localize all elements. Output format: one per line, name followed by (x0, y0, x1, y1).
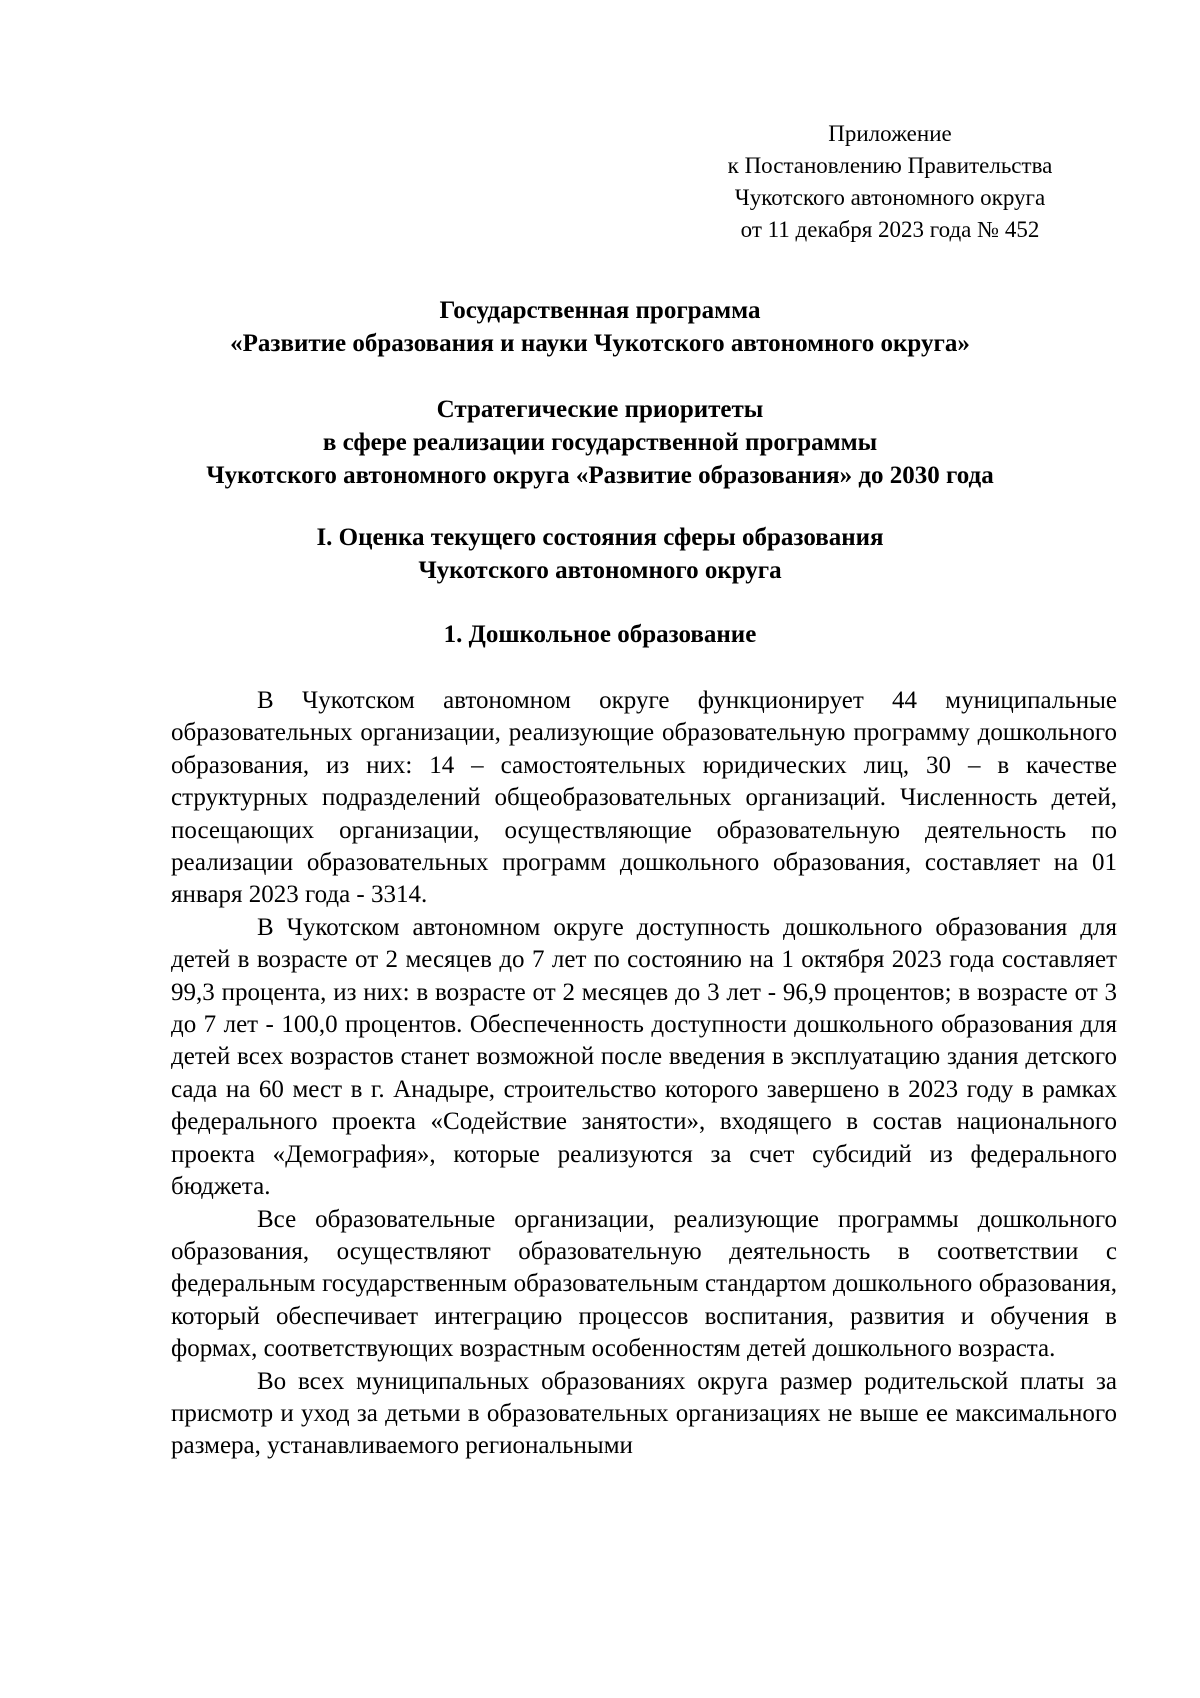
section-title (120, 521, 1080, 587)
appendix-block (690, 118, 1090, 246)
priorities-title-line: Чукотского автономного округа «Развитие образования» до 2030 года (206, 462, 994, 489)
appendix-line: от 11 декабря 2023 года № 452 (740, 217, 1040, 242)
priorities-title (120, 393, 1080, 492)
program-title-line: «Развитие образования и науки Чукотского автономного округа» (230, 330, 970, 357)
appendix-line: к Постановлению Правительства (727, 153, 1053, 178)
subsection-title (120, 618, 1080, 651)
paragraph: В Чукотском автономном округе доступность дошкольного образования для детей в возрасте от 2 месяцев до 7 лет по состоянию на 1 октября 2023 года составляет 99,3 процента, из них: в возрасте от 2 месяцев до 3 лет - 96,9 процентов; в возрасте от 3 до 7 лет - 100,0 процентов. Обеспеченность доступности дошкольного образования для детей всех возрастов станет возможной после введения в эксплуатацию здания детского сада на 60 мест в г. Анадыре, строительство которого завершено в 2023 году в рамках федерального проекта «Содействие занятости», входящего в состав национального проекта «Демография», которые реализуются за счет субсидий из федерального бюджета. (171, 913, 1117, 1201)
paragraph: В Чукотском автономном округе функционирует 44 муниципальные образовательных организации, реализующие образовательную программу дошкольного образования, из них: 14 – самостоятельных юридических лиц, 30 – в качестве структурных подразделений общеобразовательных организаций. Численность детей, посещающих организации, осуществляющие образовательную деятельность по реализации образовательных программ дошкольного образования, составляет на 01 января 2023 года - 3314. (171, 687, 1117, 909)
body-text (171, 685, 1117, 1463)
priorities-title-line: Стратегические приоритеты (436, 396, 764, 423)
section-title-line: I. Оценка текущего состояния сферы образования (316, 524, 884, 551)
paragraph: Во всех муниципальных образованиях округа размер родительской платы за присмотр и уход за детьми в образовательных организациях не выше ее максимального размера, устанавливаемого региональными (171, 1367, 1117, 1460)
program-title-line: Государственная программа (439, 297, 761, 324)
appendix-line: Приложение (828, 121, 952, 146)
program-title (120, 294, 1080, 360)
paragraph: Все образовательные организации, реализующие программы дошкольного образования, осуществляют образовательную деятельность в соответствии с федеральным государственным образовательным стандартом дошкольного образования, который обеспечивает интеграцию процессов воспитания, развития и обучения в формах, соответствующих возрастным особенностям детей дошкольного возраста. (171, 1205, 1117, 1363)
section-title-line: Чукотского автономного округа (418, 557, 782, 584)
priorities-title-line: в сфере реализации государственной программы (322, 429, 878, 456)
subsection-title-text: 1. Дошкольное образование (443, 621, 757, 648)
appendix-line: Чукотского автономного округа (734, 185, 1046, 210)
